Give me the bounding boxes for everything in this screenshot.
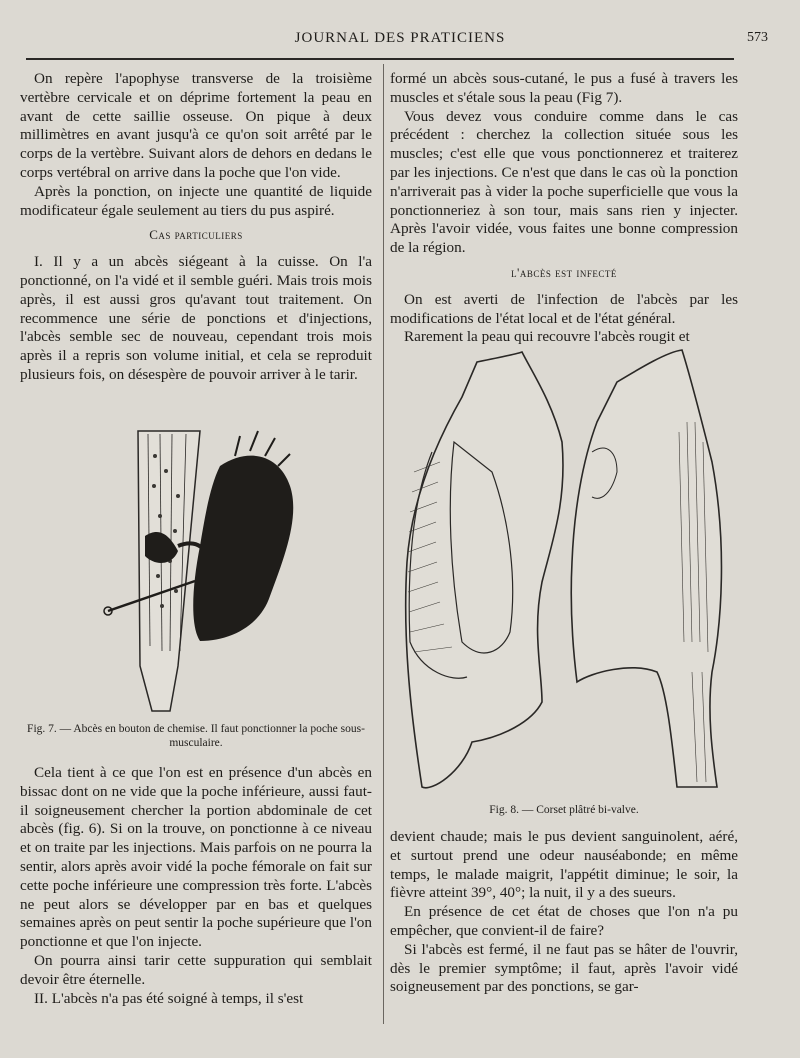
paragraph: En présence de cet état de choses que l'on n'a pu empêcher, que convient-il de faire? (390, 903, 738, 939)
paragraph: Après la ponction, on injecte une quantité de liquide modificateur égale seulement au tiers du pus aspiré. (20, 182, 372, 219)
figure-8-caption: Fig. 8. — Corset plâtré bi-valve. (489, 804, 639, 816)
figure-7-caption: Fig. 7. — Abcès en bouton de chemise. Il faut ponctionner la poche sous-musculaire. (27, 723, 365, 749)
left-column-lower (20, 764, 372, 1008)
paragraph: II. L'abcès n'a pas été soigné à temps, il s'est (34, 989, 304, 1007)
right-column-lower (390, 828, 738, 997)
paragraph: Vous devez vous conduire comme dans le cas précédent : cherchez la collection située sous les muscles; c'est elle que vous ponctionnerez et traiterez par les injections. Ce n'est que dans le cas où la ponction n'arriverait pas à vider la poche superficielle que vous la ponctionneriez à son tour, mais sans rien y injecter. Après l'avoir vidée, vous faites une bonne compression de la région. (390, 107, 738, 257)
paragraph: Cela tient à ce que l'on est en présence d'un abcès en bissac dont on ne vide que la poche inférieure, aussi faut-il soigneusement chercher la portion abdominale de cet abcès (fig. 6). Si on la trouve, on ponctionne à ce niveau et on traite par les injections. Mais parfois on ne pourra la sentir, alors après avoir vidé la poche fémorale on fait sur cette poche inférieure une compression très forte. L'abcès ne peut alors se développer par en bas et quelques semaines après on peut sentir la poche supérieure que l'on ponctionne et que l'on injecte. (20, 764, 372, 951)
header-rule (26, 58, 734, 60)
paragraph: I. Il y a un abcès siégeant à la cuisse. On l'a ponctionné, on l'a vidé et il semble guéri. Mais trois mois après, il est aussi gros qu'avant tout traitement. On recommence une série de ponctions et d'injections, l'abcès semble sec de nouveau, cependant trois mois après il a repris son volume initial, et cela se reproduit plusieurs fois, on désespère de pouvoir arriver à le tarir. (20, 253, 372, 383)
page-header (30, 28, 770, 54)
page-number: 573 (747, 30, 768, 45)
section-title-abces-infecte: l'abcès est infecté (511, 264, 617, 280)
paragraph: Si l'abcès est fermé, il ne faut pas se hâter de l'ouvrir, dès le premier symptôme; il faut, après l'avoir vidé soigneusement par des ponctions, se gar- (390, 940, 738, 996)
paragraph: On pourra ainsi tarir cette suppuration qui semblait devoir être éternelle. (20, 951, 372, 988)
paragraph: devient chaude; mais le pus devient sanguinolent, aéré, et surtout prend une odeur nauséabonde; en même temps, le malade maigrit, l'appétit diminue; le soir, la fièvre atteint 39°, 40°; la nuit, il y a des sueurs. (390, 828, 738, 902)
figure-8-plaster-corset-illustration (392, 342, 737, 797)
paragraph: formé un abcès sous-cutané, le pus a fusé à travers les muscles et s'étale sous la peau (Fig 7). (390, 70, 738, 106)
paragraph: Rarement la peau qui recouvre l'abcès rougit et (404, 328, 690, 346)
figure-7-abscess-illustration (100, 426, 310, 716)
journal-title: JOURNAL DES PRATICIENS (294, 30, 506, 46)
right-column-upper (390, 70, 738, 347)
left-column-upper (20, 70, 372, 385)
paragraph: On repère l'apophyse transverse de la troisième vertèbre cervicale et on déprime fortement la peau en avant de cette saillie osseuse. On pique à deux millimètres en avant jusqu'à ce qu'on soit arrêté par le corps de la vertèbre. Suivant alors de dehors en dedans le corps vertébral on arrive dans la poche que l'on vide. (20, 70, 372, 181)
section-title-cas-particuliers: Cas particuliers (149, 227, 243, 243)
column-divider (383, 64, 384, 1024)
paragraph: On est averti de l'infection de l'abcès par les modifications de l'état local et de l'état général. (390, 290, 738, 327)
